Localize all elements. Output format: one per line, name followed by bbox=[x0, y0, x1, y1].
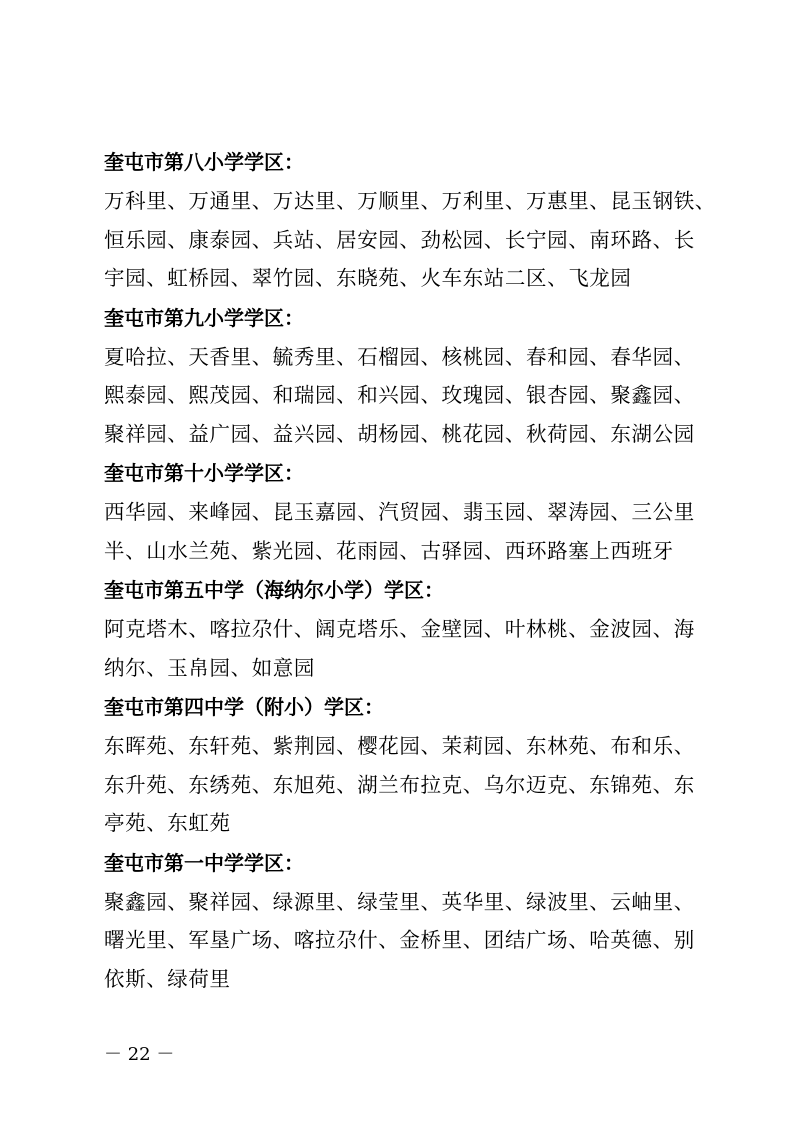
section-heading: 奎屯市第十小学学区： bbox=[104, 461, 304, 485]
district-section-8th-primary bbox=[104, 145, 716, 298]
page-number: － 22 － bbox=[104, 1044, 175, 1065]
school-district-list bbox=[104, 145, 716, 1001]
section-heading: 奎屯市第八小学学区： bbox=[104, 150, 304, 174]
district-section-10th-primary bbox=[104, 456, 696, 570]
text-line: 依斯、绿荷里 bbox=[104, 966, 231, 991]
text-line: 曙光里、军垦广场、喀拉尕什、金桥里、团结广场、哈英德、别 bbox=[104, 928, 695, 952]
district-section-1st-middle bbox=[104, 846, 696, 999]
text-line: 聚鑫园、聚祥园、绿源里、绿莹里、英华里、绿波里、云岫里、 bbox=[104, 889, 695, 914]
text-line: 半、山水兰苑、紫光园、花雨园、古驿园、西环路塞上西班牙 bbox=[104, 538, 674, 563]
text-line: 东晖苑、东轩苑、紫荆园、樱花园、茉莉园、东林苑、布和乐、 bbox=[104, 734, 695, 758]
section-body bbox=[104, 610, 696, 687]
section-body bbox=[104, 493, 696, 570]
section-heading: 奎屯市第四中学（附小）学区： bbox=[104, 695, 384, 719]
district-section-4th-middle bbox=[104, 690, 696, 843]
text-line: 恒乐园、康泰园、兵站、居安园、劲松园、长宁园、南环路、长 bbox=[104, 227, 695, 252]
district-section-9th-primary bbox=[104, 301, 696, 454]
section-heading: 奎屯市第九小学学区： bbox=[104, 305, 304, 330]
section-body bbox=[104, 182, 716, 298]
text-line: 夏哈拉、天香里、毓秀里、石榴园、核桃园、春和园、春华园、 bbox=[104, 344, 695, 369]
section-body bbox=[104, 883, 696, 999]
text-line: 万科里、万通里、万达里、万顺里、万利里、万惠里、昆玉钢铁、 bbox=[104, 189, 716, 213]
text-line: 聚祥园、益广园、益兴园、胡杨园、桃花园、秋荷园、东湖公园 bbox=[104, 421, 695, 446]
text-line: 宇园、虹桥园、翠竹园、东晓苑、火车东站二区、飞龙园 bbox=[104, 266, 632, 290]
district-section-5th-middle bbox=[104, 573, 696, 687]
text-line: 纳尔、玉帛园、如意园 bbox=[104, 655, 315, 680]
section-heading: 奎屯市第五中学（海纳尔小学）学区： bbox=[104, 578, 444, 602]
section-heading: 奎屯市第一中学学区： bbox=[104, 850, 304, 875]
text-line: 亭苑、东虹苑 bbox=[104, 811, 231, 835]
text-line: 阿克塔木、喀拉尕什、阔克塔乐、金壁园、叶林桃、金波园、海 bbox=[104, 617, 695, 641]
section-body bbox=[104, 727, 696, 843]
text-line: 熙泰园、熙茂园、和瑞园、和兴园、玫瑰园、银杏园、聚鑫园、 bbox=[104, 383, 695, 407]
text-line: 西华园、来峰园、昆玉嘉园、汽贸园、翡玉园、翠涛园、三公里 bbox=[104, 500, 695, 524]
section-body bbox=[104, 338, 696, 454]
text-line: 东升苑、东绣苑、东旭苑、湖兰布拉克、乌尔迈克、东锦苑、东 bbox=[104, 772, 695, 797]
